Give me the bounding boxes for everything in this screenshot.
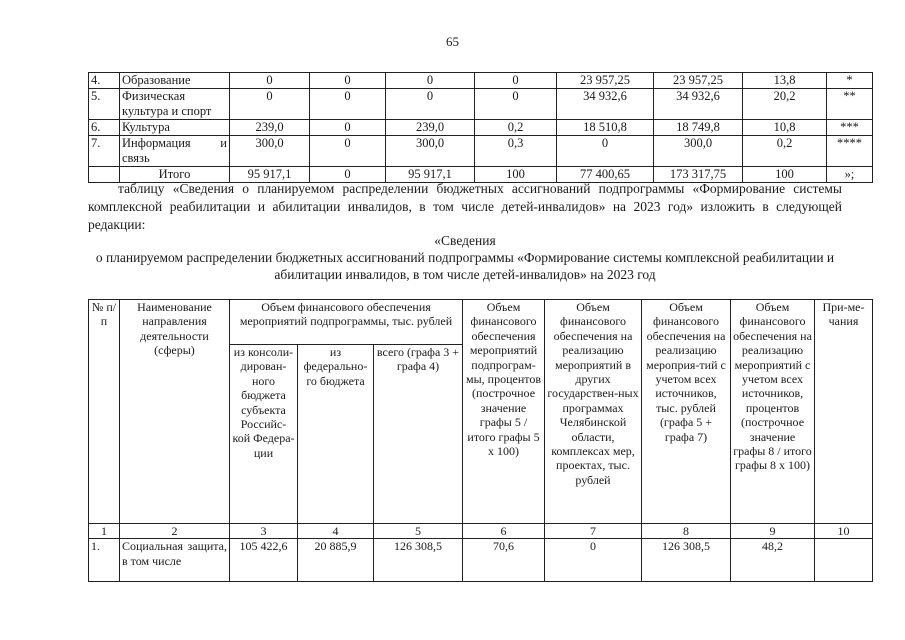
row-name: Социальная защита, в том числе bbox=[120, 539, 230, 582]
table-row bbox=[89, 89, 873, 120]
row-number: 1. bbox=[89, 539, 120, 582]
column-number: 1 bbox=[89, 524, 120, 539]
cell-c4: 0 bbox=[310, 167, 386, 183]
cell-c5: 126 308,5 bbox=[374, 539, 463, 582]
top-table-body bbox=[89, 73, 873, 183]
cell-c8: 34 932,6 bbox=[654, 89, 743, 120]
cell-c10: *** bbox=[827, 120, 873, 136]
cell-c10: »; bbox=[827, 167, 873, 183]
cell-c8: 173 317,75 bbox=[654, 167, 743, 183]
cell-c7: 23 957,25 bbox=[557, 73, 654, 89]
cell-c3: 0 bbox=[230, 89, 310, 120]
cell-c4: 0 bbox=[310, 120, 386, 136]
cell-c3: 300,0 bbox=[230, 136, 310, 167]
instruction-paragraph: таблицу «Сведения о планируемом распределении бюджетных ассигнований подпрограммы «Формирование системы комплексной реабилитации и абилитации инвалидов, в том числе детей-инвалидов» на 2023 год» изложить в следующей редакции: bbox=[88, 181, 842, 232]
header-col-8: Объем финансового обеспечения на реализацию мероприя-тий с учетом всех источников, тыс. рублей (графа 5 + графа 7) bbox=[642, 300, 731, 524]
column-number: 3 bbox=[230, 524, 298, 539]
row-name: Итого bbox=[120, 167, 230, 183]
row-name: Образование bbox=[120, 73, 230, 89]
header-col-9: Объем финансового обеспечения на реализацию мероприятий с учетом всех источников, процентов (построчное значение графы 8 / итого графы 8 х 100) bbox=[731, 300, 815, 524]
cell-c5: 95 917,1 bbox=[386, 167, 475, 183]
heading-line-2: о планируемом распределении бюджетных ассигнований подпрограммы «Формирование системы комплексной реабилитации и абилитации инвалидов, в том числе детей-инвалидов» на 2023 год bbox=[95, 250, 835, 282]
cell-c3: 0 bbox=[230, 73, 310, 89]
cell-c8: 300,0 bbox=[654, 136, 743, 167]
table-row bbox=[89, 120, 873, 136]
cell-c9: 100 bbox=[743, 167, 827, 183]
cell-c5: 239,0 bbox=[386, 120, 475, 136]
row-name: Информация и связь bbox=[120, 136, 230, 167]
cell-c10 bbox=[815, 539, 873, 582]
cell-c9: 48,2 bbox=[731, 539, 815, 582]
cell-c10: * bbox=[827, 73, 873, 89]
section-heading bbox=[88, 232, 842, 283]
cell-c8: 126 308,5 bbox=[642, 539, 731, 582]
table-row bbox=[89, 136, 873, 167]
row-number: 5. bbox=[89, 89, 120, 120]
cell-c6: 0,3 bbox=[475, 136, 557, 167]
column-number: 4 bbox=[298, 524, 374, 539]
cell-c3: 95 917,1 bbox=[230, 167, 310, 183]
header-col-6: Объем финансового обеспечения мероприятий подпрограм-мы, процентов (построчное значение графы 5 / итого графы 5 х 100) bbox=[463, 300, 545, 524]
table-row bbox=[89, 539, 873, 582]
cell-c10: **** bbox=[827, 136, 873, 167]
cell-c4: 20 885,9 bbox=[298, 539, 374, 582]
column-number: 2 bbox=[120, 524, 230, 539]
cell-c6: 100 bbox=[475, 167, 557, 183]
cell-c4: 0 bbox=[310, 136, 386, 167]
cell-c4: 0 bbox=[310, 89, 386, 120]
cell-c6: 0,2 bbox=[475, 120, 557, 136]
page-number: 65 bbox=[446, 34, 459, 49]
cell-c6: 0 bbox=[475, 73, 557, 89]
column-number: 6 bbox=[463, 524, 545, 539]
cell-c6: 0 bbox=[475, 89, 557, 120]
header-num: № п/п bbox=[89, 300, 120, 524]
column-number: 9 bbox=[731, 524, 815, 539]
column-number: 8 bbox=[642, 524, 731, 539]
cell-c7: 18 510,8 bbox=[557, 120, 654, 136]
row-number: 7. bbox=[89, 136, 120, 167]
table-row bbox=[89, 73, 873, 89]
cell-c6: 70,6 bbox=[463, 539, 545, 582]
column-number: 7 bbox=[545, 524, 642, 539]
main-table-body bbox=[89, 539, 873, 582]
cell-c3: 105 422,6 bbox=[230, 539, 298, 582]
cell-c9: 10,8 bbox=[743, 120, 827, 136]
cell-c9: 0,2 bbox=[743, 136, 827, 167]
cell-c3: 239,0 bbox=[230, 120, 310, 136]
cell-c5: 0 bbox=[386, 73, 475, 89]
cell-c10: ** bbox=[827, 89, 873, 120]
header-col-10: При-ме-чания bbox=[815, 300, 873, 524]
cell-c5: 300,0 bbox=[386, 136, 475, 167]
cell-c7: 34 932,6 bbox=[557, 89, 654, 120]
column-number-row bbox=[89, 524, 873, 539]
cell-c4: 0 bbox=[310, 73, 386, 89]
header-row-1 bbox=[89, 300, 873, 345]
cell-c9: 20,2 bbox=[743, 89, 827, 120]
cell-c7: 0 bbox=[557, 136, 654, 167]
cell-c7: 77 400,65 bbox=[557, 167, 654, 183]
header-sub-total: всего (графа 3 + графа 4) bbox=[374, 345, 463, 524]
row-name: Культура bbox=[120, 120, 230, 136]
top-table bbox=[88, 72, 873, 183]
header-col-7: Объем финансового обеспечения на реализацию мероприятий в других государствен-ных программах Челябинской области, комплексах мер, проектах, тыс. рублей bbox=[545, 300, 642, 524]
cell-c8: 18 749,8 bbox=[654, 120, 743, 136]
row-name: Физическая культура и спорт bbox=[120, 89, 230, 120]
column-number: 5 bbox=[374, 524, 463, 539]
cell-c9: 13,8 bbox=[743, 73, 827, 89]
cell-c5: 0 bbox=[386, 89, 475, 120]
cell-c8: 23 957,25 bbox=[654, 73, 743, 89]
header-sub-federal: из федерально-го бюджета bbox=[298, 345, 374, 524]
column-number: 10 bbox=[815, 524, 873, 539]
row-number: 6. bbox=[89, 120, 120, 136]
header-name: Наименование направления деятельности (сферы) bbox=[120, 300, 230, 524]
header-financing-group: Объем финансового обеспечения мероприятий подпрограммы, тыс. рублей bbox=[230, 300, 463, 345]
main-table bbox=[88, 299, 873, 582]
row-number: 4. bbox=[89, 73, 120, 89]
heading-line-1: «Сведения bbox=[434, 233, 496, 248]
cell-c7: 0 bbox=[545, 539, 642, 582]
header-sub-consolidated: из консоли-дирован-ного бюджета субъекта Российс-кой Федера-ции bbox=[230, 345, 298, 524]
